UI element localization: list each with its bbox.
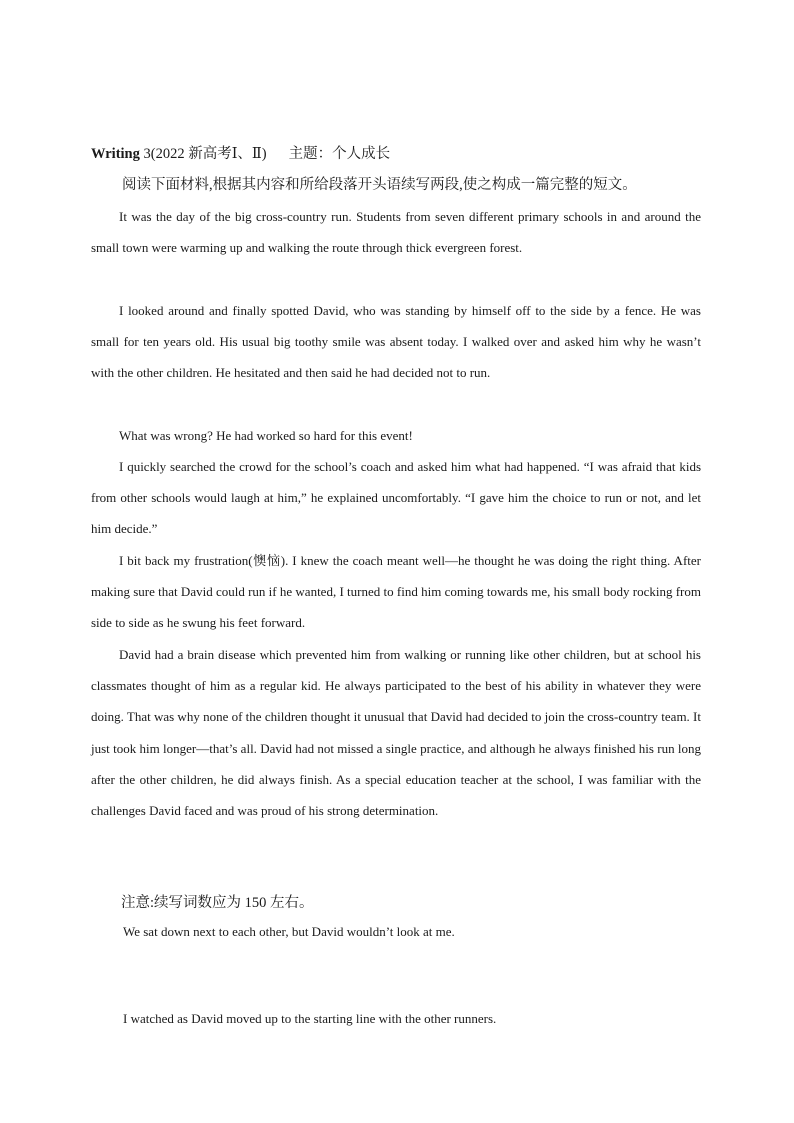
- paragraph-4: I quickly searched the crowd for the school’s coach and asked him what had happened. “I was afraid that kids from other schools would laugh at him,” he explained uncomfortably. “I gave him the choice to run or not, and let him decide.”: [91, 459, 701, 537]
- paragraph-5: I bit back my frustration(懊恼). I knew the coach meant well—he thought he was doing the right thing. After making sure that David could run if he wanted, I turned to find him coming towards me, his small body rocking from side to side as he swung his feet forward.: [91, 553, 701, 631]
- topic-label: 主题：个人成长: [288, 146, 391, 162]
- instruction-text: 阅读下面材料,根据其内容和所给段落开头语续写两段,使之构成一篇完整的短文。: [122, 177, 637, 193]
- paragraph-3: What was wrong? He had worked so hard for this event!: [119, 428, 413, 443]
- paragraph-starter-2: I watched as David moved up to the starting line with the other runners.: [123, 1011, 497, 1026]
- paragraph-1: It was the day of the big cross-country run. Students from seven different primary schools in and around the small town were warming up and walking the route through thick evergreen forest.: [91, 209, 701, 256]
- word-count-note: 注意:续写词数应为 150 左右。: [121, 895, 314, 911]
- question-title: [91, 143, 711, 165]
- paragraph-6: David had a brain disease which prevented him from walking or running like other children, but at school his classmates thought of him as a regular kid. He always participated to the best of his ability in whatever they were doing. That was why none of the children thought it unusual that David had decided to join the cross-country team. It just took him longer—that’s all. David had not missed a single practice, and although he always finished his run long after the other children, he did always finish. As a special education teacher at the school, I was familiar with the challenges David faced and was proud of his strong determination.: [91, 647, 701, 819]
- paragraph-starter-1: We sat down next to each other, but David wouldn’t look at me.: [123, 924, 455, 939]
- paragraph-2: I looked around and finally spotted David, who was standing by himself off to the side by a fence. He was small for ten years old. His usual big toothy smile was absent today. I walked over and asked him why he wasn’t with the other children. He hesitated and then said he had decided not to run.: [91, 303, 701, 381]
- writing-label: Writing: [91, 146, 140, 162]
- question-source: 3(2022 新高考Ⅰ、Ⅱ): [139, 146, 267, 162]
